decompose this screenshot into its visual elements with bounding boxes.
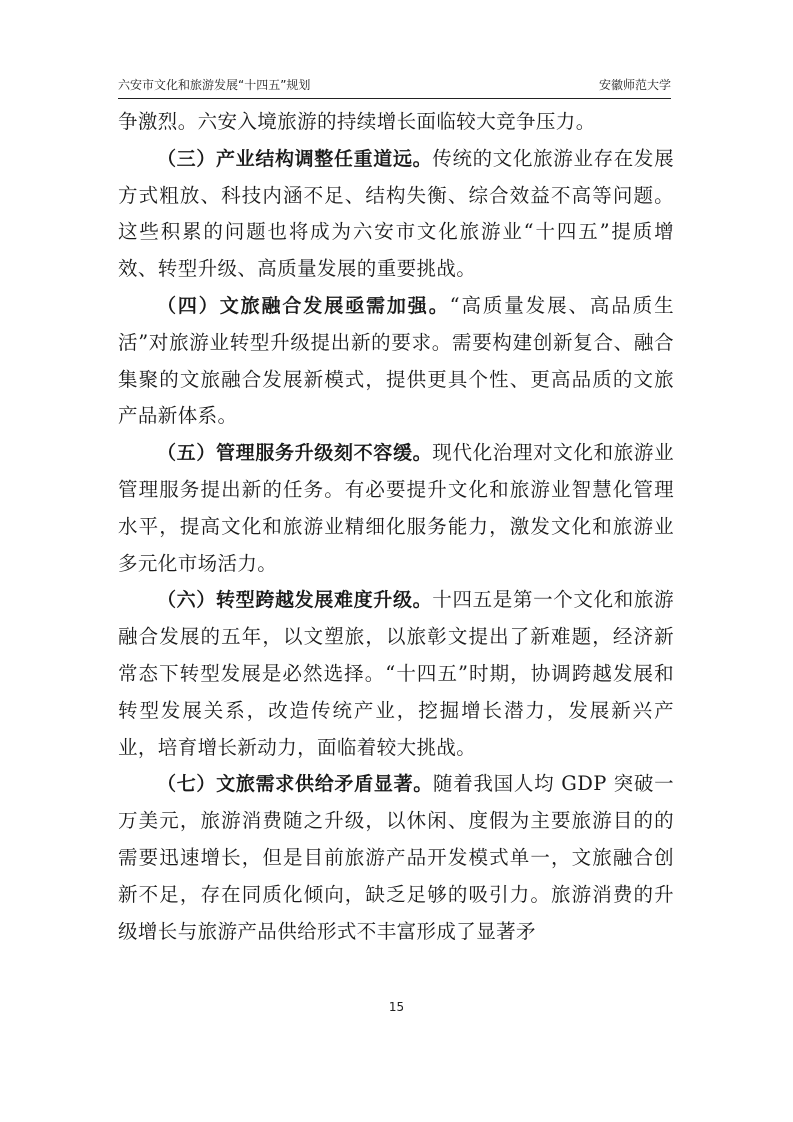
paragraph-heading: （七）文旅需求供给矛盾显著。 (157, 773, 434, 796)
paragraph-text: 争激烈。六安入境旅游的持续增长面临较大竞争压力。 (118, 110, 596, 133)
paragraph-heading: （五）管理服务升级刻不容缓。 (157, 442, 433, 465)
paragraph-supply-demand (118, 766, 674, 950)
header-institution: 安徽师范大学 (598, 78, 671, 92)
page-header (118, 68, 671, 99)
paragraph-industrial-structure (118, 141, 674, 288)
header-document-title: 六安市文化和旅游发展“十四五”规划 (118, 78, 311, 92)
paragraph-text: 十四五是第一个文化和旅游融合发展的五年，以文塑旅，以旅彰文提出了新难题，经济新常态下转型发展是必然选择。“十四五”时期，协调跨越发展和转型发展关系，改造传统产业，挖掘增长潜力，发展新兴产业，培育增长新动力，面临着较大挑战。 (118, 588, 674, 759)
paragraph-continuation (118, 104, 674, 141)
paragraph-text: 现代化治理对文化和旅游业管理服务提出新的任务。有必要提升文化和旅游业智慧化管理水平，提高文化和旅游业精细化服务能力，激发文化和旅游业多元化市场活力。 (118, 441, 674, 575)
paragraph-heading: （六）转型跨越发展难度升级。 (157, 589, 433, 612)
paragraph-transformation (118, 582, 674, 766)
paragraph-heading: （四）文旅融合发展亟需加强。 (157, 294, 450, 317)
paragraph-text: 传统的文化旅游业存在发展方式粗放、科技内涵不足、结构失衡、综合效益不高等问题。这些积累的问题也将成为六安市文化旅游业“十四五”提质增效、转型升级、高质量发展的重要挑战。 (118, 146, 674, 281)
paragraph-text: “高质量发展、高品质生活”对旅游业转型升级提出新的要求。需要构建创新复合、融合集聚的文旅融合发展新模式，提供更具个性、更高品质的文旅产品新体系。 (118, 293, 675, 428)
page-number: 15 (388, 1000, 405, 1014)
body-text (118, 104, 674, 950)
paragraph-text: 随着我国人均 GDP 突破一万美元，旅游消费随之升级，以休闲、度假为主要旅游目的的需要迅速增长，但是目前旅游产品开发模式单一，文旅融合创新不足，存在同质化倾向，缺乏足够的吸引力。旅游消费的升级增长与旅游产品供给形式不丰富形成了显著矛 (118, 772, 674, 943)
paragraph-heading: （三）产业结构调整任重道远。 (157, 147, 433, 170)
paragraph-tourism-integration (118, 288, 674, 435)
paragraph-management-service (118, 435, 674, 582)
